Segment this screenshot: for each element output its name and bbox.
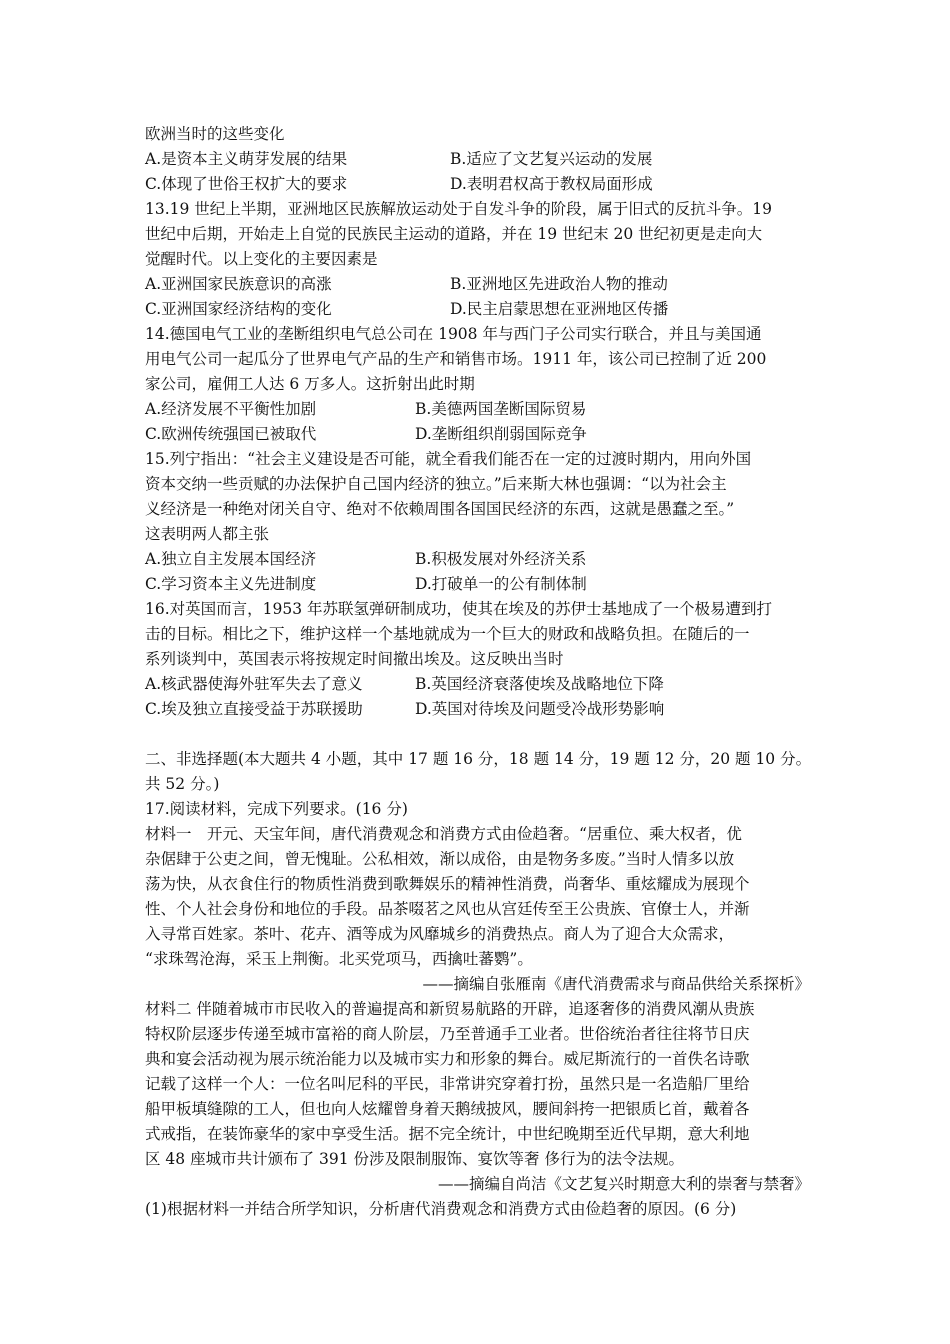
q14-stem-line: 用电气公司一起瓜分了世界电气产品的生产和销售市场。1911 年，该公司已控制了近 200 [145, 350, 767, 368]
q15-stem-line: 15.列宁指出：“社会主义建设是否可能，就全看我们能否在一定的过渡时期内，用向外国 [145, 450, 752, 468]
q14-stem-line: 家公司，雇佣工人达 6 万多人。这折射出此时期 [145, 375, 475, 393]
q13-stem-line: 觉醒时代。以上变化的主要因素是 [145, 250, 378, 268]
q17-material2-line: 区 48 座城市共计颁布了 391 份涉及限制服饰、宴饮等奢 侈行为的法令法规。 [145, 1150, 684, 1168]
q16-option-c[interactable]: C.埃及独立直接受益于苏联援助 [145, 700, 363, 718]
q17-material2-line: 材料二 伴随着城市市民收入的普遍提高和新贸易航路的开辟，追逐奢侈的消费风潮从贵族 [145, 1000, 755, 1018]
q14-stem-line: 14.德国电气工业的垄断组织电气总公司在 1908 年与西门子公司实行联合，并且与美国通 [145, 325, 762, 343]
q16-stem-line: 击的目标。相比之下，维护这样一个基地就成为一个巨大的财政和战略负担。在随后的一 [145, 625, 750, 643]
q17-material2-source: ——摘编自尚洁《文艺复兴时期意大利的崇奢与禁奢》 [437, 1175, 810, 1193]
q12-option-a[interactable]: A.是资本主义萌芽发展的结果 [145, 150, 348, 168]
q16-option-b[interactable]: B.英国经济衰落使埃及战略地位下降 [415, 675, 664, 693]
q13-option-b[interactable]: B.亚洲地区先进政治人物的推动 [450, 275, 668, 293]
q16-option-a[interactable]: A.核武器使海外驻军失去了意义 [145, 675, 363, 693]
q17-material2-line: 式戒指，在装饰豪华的家中享受生活。据不完全统计，中世纪晚期至近代早期，意大利地 [145, 1125, 750, 1143]
q13-stem-line: 世纪中后期，开始走上自觉的民族民主运动的道路，并在 19 世纪末 20 世纪初更是走向大 [145, 225, 763, 243]
q17-material1-line: 性、个人社会身份和地位的手段。品茶啜茗之风也从宫廷传至王公贵族、官僚士人，并渐 [145, 900, 750, 918]
q16-option-d[interactable]: D.英国对待埃及问题受冷战形势影响 [415, 700, 665, 718]
section2-heading-cont: 共 52 分。) [145, 775, 220, 793]
q15-options-row1 [145, 547, 810, 572]
q16-stem-line: 16.对英国而言，1953 年苏联氢弹研制成功，使其在埃及的苏伊士基地成了一个极易遭到打 [145, 600, 773, 618]
q16-options-row1 [145, 672, 810, 697]
q13-stem-line: 13.19 世纪上半期，亚洲地区民族解放运动处于自发斗争的阶段，属于旧式的反抗斗争。19 [145, 200, 773, 218]
q14-options-row1 [145, 397, 810, 422]
q15-option-b[interactable]: B.积极发展对外经济关系 [415, 550, 587, 568]
q13-option-a[interactable]: A.亚洲国家民族意识的高涨 [145, 275, 332, 293]
q13-options-row2 [145, 297, 810, 322]
q14-options-row2 [145, 422, 810, 447]
q17-material1-line: “求珠驾沧海，采玉上荆衡。北买党项马，西擒吐蕃鹦”。 [145, 950, 533, 968]
q17-title: 17.阅读材料，完成下列要求。(16 分) [145, 800, 408, 818]
q12-option-c[interactable]: C.体现了世俗王权扩大的要求 [145, 175, 348, 193]
q17-material1-source: ——摘编自张雁南《唐代消费需求与商品供给关系探析》 [422, 975, 810, 993]
q17-material2-line: 船甲板填缝隙的工人，但也向人炫耀曾身着天鹅绒披风，腰间斜挎一把银质匕首，戴着各 [145, 1100, 750, 1118]
q17-material2-line: 记载了这样一个人：一位名叫尼科的平民，非常讲究穿着打扮，虽然只是一名造船厂里给 [145, 1075, 750, 1093]
q15-option-d[interactable]: D.打破单一的公有制体制 [415, 575, 587, 593]
q12-stem-tail: 欧洲当时的这些变化 [145, 125, 285, 143]
q14-option-d[interactable]: D.垄断组织削弱国际竞争 [415, 425, 587, 443]
q16-options-row2 [145, 697, 810, 722]
q17-material1-line: 荡为快，从衣食住行的物质性消费到歌舞娱乐的精神性消费，尚奢华、重炫耀成为展现个 [145, 875, 750, 893]
q15-option-a[interactable]: A.独立自主发展本国经济 [145, 550, 317, 568]
q13-options-row1 [145, 272, 810, 297]
q13-option-c[interactable]: C.亚洲国家经济结构的变化 [145, 300, 332, 318]
q15-options-row2 [145, 572, 810, 597]
section-spacer [145, 722, 810, 747]
q17-material1-line: 杂倨肆于公吏之间，曾无愧耻。公私相效，渐以成俗，由是物务多废。”当时人情多以放 [145, 850, 735, 868]
q17-material2-line: 典和宴会活动视为展示统治能力以及城市实力和形象的舞台。威尼斯流行的一首佚名诗歌 [145, 1050, 750, 1068]
q14-option-b[interactable]: B.美德两国垄断国际贸易 [415, 400, 587, 418]
q12-options-row1 [145, 147, 810, 172]
q15-stem-line: 这表明两人都主张 [145, 525, 270, 543]
q12-option-d[interactable]: D.表明君权高于教权局面形成 [450, 175, 653, 193]
q17-material2-line: 特权阶层逐步传递至城市富裕的商人阶层，乃至普通手工业者。世俗统治者往往将节日庆 [145, 1025, 750, 1043]
q17-subquestion-1: (1)根据材料一并结合所学知识，分析唐代消费观念和消费方式由俭趋奢的原因。(6 分) [145, 1200, 737, 1218]
q16-stem-line: 系列谈判中，英国表示将按规定时间撤出埃及。这反映出当时 [145, 650, 564, 668]
exam-page [145, 122, 810, 1222]
q12-option-b[interactable]: B.适应了文艺复兴运动的发展 [450, 150, 653, 168]
q12-options-row2 [145, 172, 810, 197]
q15-stem-line: 资本交纳一些贡赋的办法保护自己国内经济的独立。”后来斯大林也强调：“以为社会主 [145, 475, 727, 493]
q14-option-a[interactable]: A.经济发展不平衡性加剧 [145, 400, 317, 418]
q17-material1-line: 材料一 开元、天宝年间，唐代消费观念和消费方式由俭趋奢。“居重位、乘大权者，优 [145, 825, 742, 843]
q15-stem-line: 义经济是一种绝对闭关自守、绝对不依赖周围各国国民经济的东西，这就是愚蠢之至。” [145, 500, 735, 518]
q17-material1-line: 入寻常百姓家。茶叶、花卉、酒等成为风靡城乡的消费热点。商人为了迎合大众需求， [145, 925, 735, 943]
q14-option-c[interactable]: C.欧洲传统强国已被取代 [145, 425, 317, 443]
q15-option-c[interactable]: C.学习资本主义先进制度 [145, 575, 317, 593]
q13-option-d[interactable]: D.民主启蒙思想在亚洲地区传播 [450, 300, 669, 318]
section2-heading: 二、非选择题(本大题共 4 小题，其中 17 题 16 分，18 题 14 分，19 题 12 分，20 题 10 分。 [145, 750, 812, 768]
